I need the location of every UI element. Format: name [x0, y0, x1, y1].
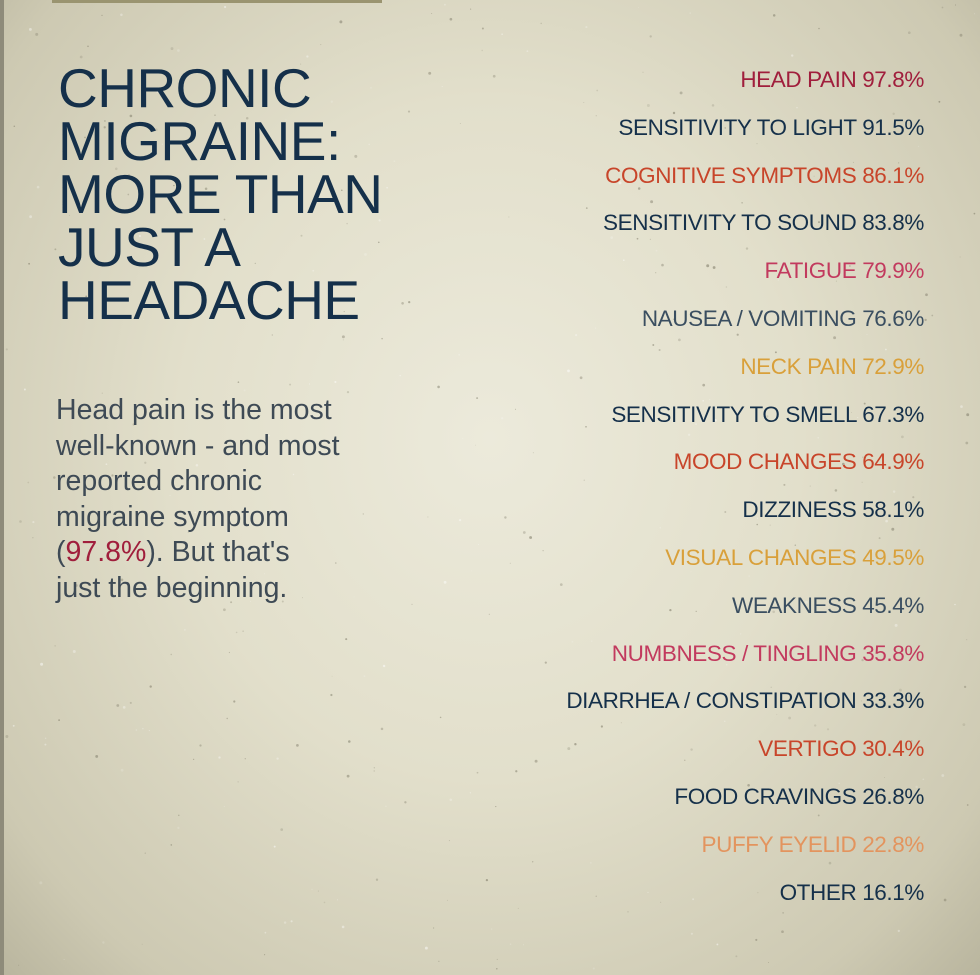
headline-line: JUST A: [58, 216, 241, 278]
intro-paren-open: (: [56, 536, 66, 568]
symptom-percent: 49.5%: [862, 544, 924, 570]
symptom-item: [424, 251, 924, 299]
intro-highlight-percent: 97.8%: [65, 536, 147, 568]
symptom-label: NECK PAIN: [740, 353, 857, 379]
symptom-label: SENSITIVITY TO SMELL: [611, 401, 857, 427]
intro-line: migraine symptom: [56, 500, 289, 533]
symptom-percent: 35.8%: [862, 640, 924, 666]
symptom-label: FATIGUE: [764, 258, 857, 284]
symptom-label: DIZZINESS: [742, 497, 857, 523]
symptom-item: [424, 538, 924, 586]
headline-line: MIGRAINE:: [58, 110, 341, 172]
intro-line: [56, 535, 446, 571]
headline: [58, 57, 458, 331]
symptom-percent: 22.8%: [862, 831, 924, 857]
symptom-item: [424, 395, 924, 443]
intro-line: just the beginning.: [56, 571, 288, 604]
symptom-item: [424, 825, 924, 873]
symptom-label: COGNITIVE SYMPTOMS: [605, 162, 857, 188]
symptom-label: FOOD CRAVINGS: [674, 783, 857, 809]
intro-paragraph: [56, 393, 446, 606]
symptom-percent: 91.5%: [862, 114, 924, 140]
symptom-percent: 30.4%: [862, 736, 924, 762]
symptom-label: PUFFY EYELID: [701, 831, 857, 857]
intro-line-tail: ). But that's: [146, 536, 290, 568]
symptom-item: [424, 156, 924, 204]
symptom-list: [424, 60, 924, 920]
symptom-item: [424, 586, 924, 634]
symptom-label: WEAKNESS: [731, 592, 857, 618]
left-border: [0, 0, 4, 975]
symptom-item: [424, 729, 924, 777]
symptom-item: [424, 108, 924, 156]
symptom-item: [424, 490, 924, 538]
symptom-item: [424, 203, 924, 251]
symptom-label: VERTIGO: [758, 736, 857, 762]
symptom-label: MOOD CHANGES: [673, 449, 857, 475]
symptom-percent: 83.8%: [862, 210, 924, 236]
symptom-percent: 45.4%: [862, 592, 924, 618]
symptom-label: NUMBNESS / TINGLING: [611, 640, 857, 666]
symptom-percent: 67.3%: [862, 401, 924, 427]
symptom-label: SENSITIVITY TO LIGHT: [618, 114, 857, 140]
symptom-percent: 97.8%: [862, 67, 924, 92]
symptom-item: [424, 681, 924, 729]
top-edge-strip: [52, 0, 382, 3]
symptom-label: HEAD PAIN: [740, 67, 857, 92]
symptom-label: DIARRHEA / CONSTIPATION: [566, 688, 857, 714]
symptom-label: NAUSEA / VOMITING: [641, 305, 857, 331]
symptom-percent: 64.9%: [862, 449, 924, 475]
symptom-item: [424, 442, 924, 490]
symptom-percent: 26.8%: [862, 783, 924, 809]
symptom-label: OTHER: [779, 879, 857, 905]
symptom-item: [424, 347, 924, 395]
symptom-item: [424, 777, 924, 825]
symptom-percent: 86.1%: [862, 162, 924, 188]
symptom-percent: 79.9%: [862, 258, 924, 284]
intro-line: well-known - and most: [56, 429, 340, 462]
symptom-percent: 16.1%: [862, 879, 924, 905]
symptom-percent: 33.3%: [862, 688, 924, 714]
symptom-label: SENSITIVITY TO SOUND: [603, 210, 857, 236]
symptom-item: [424, 634, 924, 682]
symptom-item: [424, 873, 924, 921]
symptom-percent: 72.9%: [862, 353, 924, 379]
intro-line: Head pain is the most: [56, 394, 332, 426]
headline-line: CHRONIC: [58, 57, 312, 119]
symptom-label: VISUAL CHANGES: [665, 544, 857, 570]
symptom-item: [424, 299, 924, 347]
headline-line: MORE THAN: [58, 163, 383, 225]
symptom-percent: 76.6%: [862, 305, 924, 331]
symptom-item: [424, 60, 924, 108]
headline-line: HEADACHE: [58, 269, 360, 331]
intro-line: reported chronic: [56, 465, 262, 497]
symptom-percent: 58.1%: [862, 497, 924, 523]
